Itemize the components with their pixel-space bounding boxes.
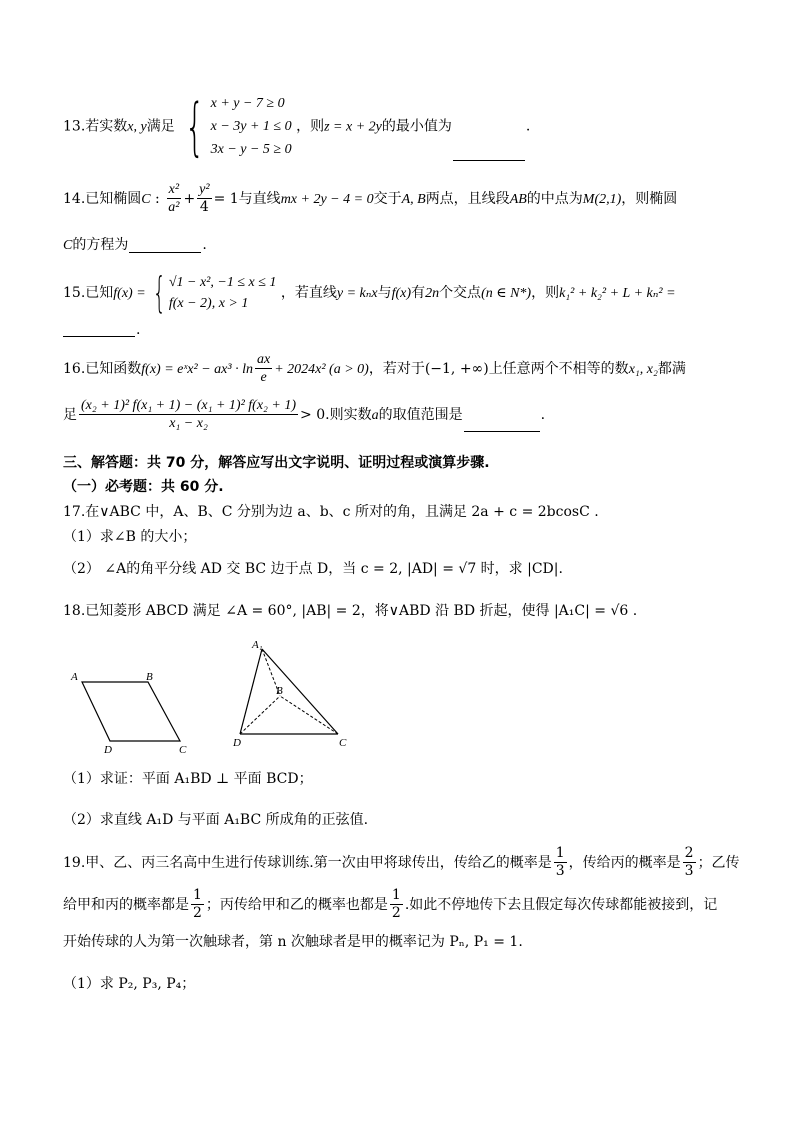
question-14: 14.已知椭圆C : $\frac{\text{x²}}{\text{a²}}$ + $\frac{\text{y²}}{4}$ = 1与直线mx + 2y − 4 = 0交于A, B两点，且线段AB的中点为M(2,1)，则椭圆: [63, 182, 678, 216]
question-16-line2: [63, 398, 764, 432]
q19-f3d: 2: [193, 905, 202, 922]
q19-l2b: ；丙传给甲和乙的概率也都是: [205, 896, 388, 913]
q19-f2n: 2: [683, 846, 696, 863]
fig2-label-D: D: [233, 737, 241, 749]
q15-mid4: 个交点: [439, 285, 482, 301]
q16-tail: 上任意两个不相等的数: [488, 360, 629, 377]
fig2-label-A1: A₁: [252, 639, 263, 651]
q16-rest: + 2024x² (a > 0): [274, 361, 369, 377]
tetrahedron-figure: [232, 639, 347, 749]
section-3-subheading: （一）必考题：共 60 分.: [63, 479, 224, 495]
q14-frac1-num: x²: [167, 182, 181, 199]
q16-l2-num: (x₂ + 1)² f(x₁ + 1) − (x₁ + 1)² f(x₂ + 1): [79, 398, 298, 415]
q16-mid: ，若对于: [368, 360, 425, 377]
q14-eq: = 1与直线: [213, 190, 281, 207]
q15-fx2: f(x): [391, 286, 412, 301]
q19-line3: 开始传球的人为第一次触球者，第 n 次触球者是甲的概率记为 Pₙ, P₁ = 1.: [63, 934, 523, 950]
q19-f3n: 1: [191, 888, 204, 905]
q14-end: .: [202, 237, 207, 253]
q16-frac-den: e: [260, 370, 267, 386]
q16-l2-tail: 的取值范围是: [378, 406, 463, 423]
q16-l2-mid: .则实数: [325, 406, 372, 423]
q14-line: mx + 2y − 4 = 0: [280, 191, 374, 207]
q16-end: .: [540, 406, 546, 423]
q16-xs: x₁, x₂: [628, 361, 658, 377]
q16-prefix: 16.已知函数: [63, 360, 142, 377]
q13-vars: x, y: [127, 119, 147, 135]
q13-inequality-system: { x + y − 7 ≥ 0 x − 3y + 1 ≤ 0 3x − y − 5 ≥ 0: [185, 89, 292, 163]
fig1-label-D: D: [104, 744, 112, 754]
q19-f4d: 2: [391, 905, 401, 922]
q14-frac2-num: y²: [197, 182, 211, 199]
q19-l2c: .如此不停地传下去且假定每次传球都能被接到，记: [404, 896, 718, 913]
q14-C: C: [141, 191, 151, 207]
fig1-label-C: C: [179, 744, 187, 754]
q19-f4n: 1: [390, 888, 403, 905]
q19-f2d: 3: [684, 863, 694, 880]
q19-frac-1-2a: [191, 888, 204, 922]
fig1-label-A: A: [71, 671, 78, 683]
q14-mid2: 两点，且线段: [425, 190, 510, 207]
q15-case-2: f(x − 2), x > 1: [168, 296, 249, 311]
q16-l2-prefix: 足: [63, 406, 77, 423]
q19-l1c: ；乙传: [697, 854, 740, 871]
q14-frac-x: [166, 182, 181, 216]
q16-frac-num: ax: [255, 352, 272, 369]
q13-answer-blank[interactable]: [453, 146, 525, 161]
q14-answer-blank[interactable]: [129, 238, 201, 253]
q16-answer-blank[interactable]: [464, 417, 540, 432]
q15-prefix: 15.已知: [63, 285, 114, 301]
q13-ineq-1: x + y − 7 ≥ 0: [210, 96, 285, 111]
q15-sum: k₁² + k₂² + L + kₙ² =: [559, 286, 676, 301]
q19-l2a: 给甲和丙的概率都是: [63, 896, 189, 913]
q18-line1: 18.已知菱形 ABCD 满足 ∠A = 60°, |AB| = 2，将∨ABD 沿 BD 折起，使得 |A₁C| = √6 .: [63, 603, 638, 619]
q13-after: ，则: [296, 118, 325, 135]
q13-mid: 满足: [146, 118, 175, 135]
q19-f1d: 3: [555, 863, 565, 880]
q14-prefix: 14.已知椭圆: [63, 190, 142, 207]
q13-ineq-3: 3x − y − 5 ≥ 0: [210, 142, 292, 158]
q16-l2-gt: > 0: [300, 406, 326, 423]
q16-interval: (−1, +∞): [424, 360, 489, 377]
q14-tail: ，则椭圆: [621, 190, 678, 207]
q13-end: .: [525, 118, 531, 135]
question-13: [63, 89, 764, 163]
q19-part1: （1）求 P₂, P₃, P₄；: [63, 976, 196, 992]
question-16: [63, 352, 764, 386]
q19-l1b: ，传给丙的概率是: [568, 854, 681, 871]
q19-line2: [63, 888, 764, 922]
q18-part2: （2）求直线 A₁D 与平面 A₁BC 所成角的正弦值.: [63, 812, 369, 828]
q15-end: .: [136, 322, 141, 338]
q15-mid5: ，则: [531, 285, 560, 301]
q19-frac-2-3: [683, 846, 696, 880]
q19-f1n: 1: [554, 846, 567, 863]
q16-tail2: 都满: [657, 360, 686, 377]
q15-cond: (n ∈ N*): [481, 286, 532, 301]
q16-frac: [255, 352, 272, 386]
q13-z: z = x + 2y: [324, 119, 382, 135]
q15-mid: ，若直线: [280, 285, 337, 301]
q13-prefix: 13.若实数: [63, 118, 128, 135]
fig2-label-B: B: [276, 685, 283, 697]
q19-frac-1-2b: [390, 888, 403, 922]
q14-frac-y: [197, 182, 211, 216]
q19-l1a: 19.甲、乙、丙三名高中生进行传球训练.第一次由甲将球传出，传给乙的概率是: [63, 854, 552, 871]
q14-line2-C: C: [63, 238, 73, 253]
q14-frac2-den: 4: [199, 199, 209, 216]
q15-cnt: 2n: [425, 286, 440, 301]
q18-figures: [60, 636, 360, 754]
q14-frac1-den: a²: [168, 200, 180, 216]
q14-M: M(2,1): [582, 191, 622, 207]
q17-part2: （2） ∠A的角平分线 AD 交 BC 边于点 D，当 c = 2, |AD| = √7 时，求 |CD|.: [63, 561, 563, 577]
q15-mid2: 与: [377, 285, 392, 301]
q14-line2-text: 的方程为: [72, 237, 129, 253]
q16-l2-den: x₁ − x₂: [169, 416, 208, 432]
q16-fx: f(x) = eˣx² − ax³ · ln: [141, 361, 253, 377]
q15-case-1: √1 − x², −1 ≤ x ≤ 1: [168, 275, 277, 290]
q15-answer-blank[interactable]: [63, 322, 135, 337]
q19-line1: [63, 846, 764, 880]
q13-tail: 的最小值为: [381, 118, 452, 135]
q13-ineq-2: x − 3y + 1 ≤ 0: [210, 119, 292, 135]
question-14-line2: [63, 238, 764, 253]
question-15-line2: [63, 322, 764, 337]
q15-fx: f(x) =: [113, 286, 146, 301]
q14-AB: A, B: [401, 191, 426, 207]
q16-l2-a: a: [371, 407, 379, 423]
q15-mid3: 有: [411, 285, 426, 301]
q19-frac-1-3: [554, 846, 567, 880]
q18-part1: （1）求证：平面 A₁BD ⊥ 平面 BCD；: [63, 771, 313, 787]
q14-mid: 交于: [373, 190, 402, 207]
q17-line1: 17.在∨ABC 中，A、B、C 分别为边 a、b、c 所对的角，且满足 2a + c = 2bcosC .: [63, 504, 599, 520]
q14-AB2: AB: [509, 191, 527, 207]
fig1-label-B: B: [146, 671, 153, 683]
q17-part1: （1）求∠B 的大小；: [63, 529, 197, 545]
q16-condition-frac: [79, 398, 298, 432]
fig2-label-C: C: [339, 737, 347, 749]
q15-piecewise: { √1 − x², −1 ≤ x ≤ 1 f(x − 2), x > 1: [152, 268, 277, 317]
rhombus-figure: [70, 671, 187, 754]
q15-line: y = kₙx: [336, 286, 378, 301]
question-15: [63, 268, 764, 317]
section-3-heading: 三、解答题：共 70 分，解答应写出文字说明、证明过程或演算步骤.: [63, 455, 490, 471]
q14-mid3: 的中点为: [526, 190, 583, 207]
